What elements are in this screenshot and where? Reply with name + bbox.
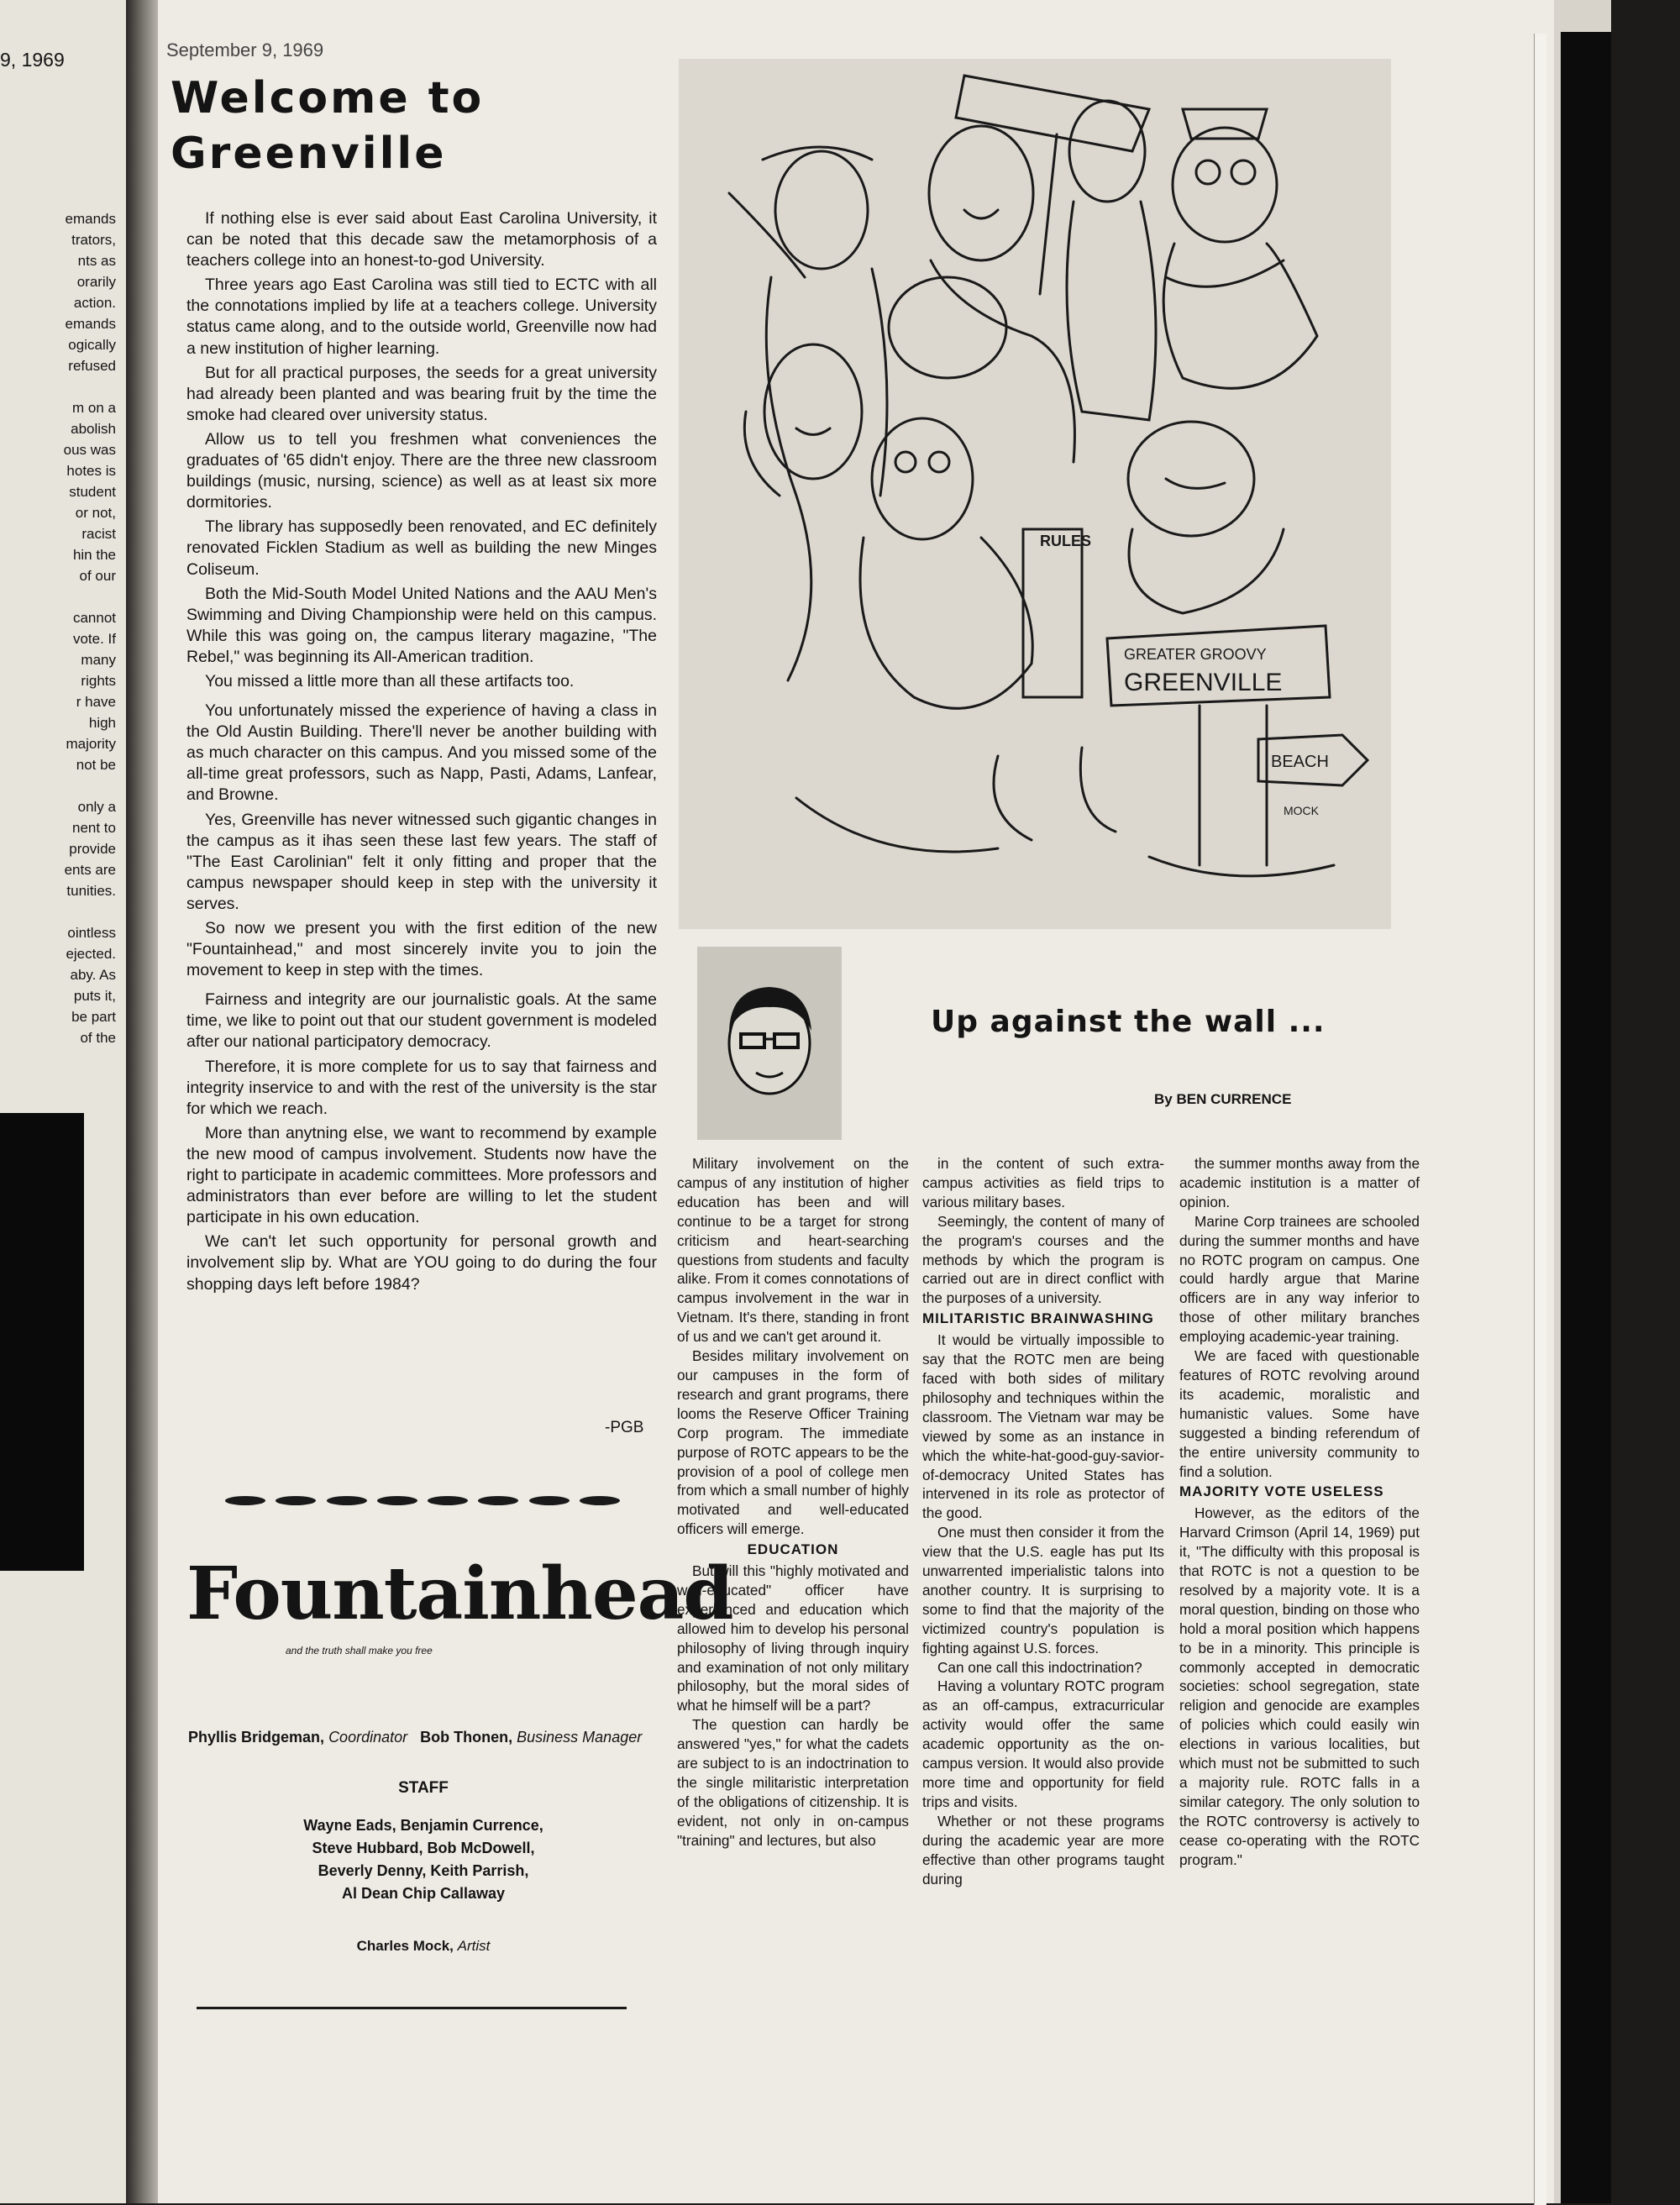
previous-page-line: not be: [76, 757, 116, 773]
paragraph: Yes, Greenville has never witnessed such gigantic changes in the campus as it ihas seen these last few years. The staff of "The East Carolinian" felt it only fitting and proper that the campus newspaper should keep in step with the university it serves.: [186, 810, 657, 913]
previous-page-line: hin the: [72, 547, 116, 563]
paragraph: in the content of such extra-campus activities as field trips to various military bases.: [922, 1155, 1164, 1210]
previous-page-line: ents are: [64, 862, 116, 878]
previous-page-line: action.: [73, 295, 116, 311]
paragraph: Can one call this indoctrination?: [937, 1658, 1142, 1676]
paragraph: We can't let such opportunity for personal growth and involvement slip by. What are YOU going to do during the four shopping days left before 1984?: [186, 1232, 657, 1294]
paragraph: Fairness and integrity are our journalistic goals. At the same time, we like to point out that our student government is modeled after our national participatory democracy.: [186, 990, 657, 1052]
editorial-headline: [171, 71, 484, 181]
previous-page-line: refused: [68, 358, 116, 374]
paragraph: Both the Mid-South Model United Nations and the AAU Men's Swimming and Diving Championship were held on this campus. While this was going on, the campus literary magazine, "The Rebel," was beginning its All-American tradition.: [186, 584, 657, 666]
staff-names-line: Beverly Denny, Keith Parrish,: [318, 1862, 529, 1879]
paragraph: Military involvement on the campus of any institution of higher education has been and will continue to be a target for strong criticism and heart-searching questions from students and faculty alike. From it comes connotations of campus involvement in the war in Vietnam. It's there, standing in front of us and we can't get around it.: [677, 1155, 909, 1346]
paragraph: One must then consider it from the view that the U.S. eagle has put Its unwarrented imperialistic talons into another country. It is surprising to some to find that the majority of the victimized country's population is fighting against U.S. forces.: [922, 1524, 1164, 1656]
previous-page-dark-block: [0, 1113, 84, 1571]
paragraph: Allow us to tell you freshmen what conveniences the graduates of '65 didn't enjoy. There are the three new classroom buildings (music, nursing, science) as well as at least six more dormitories.: [186, 429, 657, 512]
cartoon-sign-line1: GREATER GROOVY: [1124, 646, 1267, 663]
manager-title: Business Manager: [517, 1729, 643, 1746]
editorial-headline-line2: Greenville: [171, 129, 447, 179]
page-gutter-shadow: [126, 0, 158, 2203]
previous-page-line: abolish: [71, 421, 116, 437]
paragraph: Besides military involvement on our campuses in the form of research and grant programs, there looms the Reserve Officer Training Corp program. The immediate purpose of ROTC appears to be the provision of a pool of college men from which a small number of highly motivated and well-educated officers will emerge.: [677, 1347, 909, 1538]
previous-page-line: cannot: [72, 610, 116, 626]
paragraph: The library has supposedly been renovated, and EC definitely renovated Ficklen Stadium as well as building the new Minges Coliseum.: [186, 517, 657, 579]
artist-name: Charles Mock,: [356, 1938, 454, 1954]
previous-page-line: r have: [76, 694, 116, 710]
masthead-bottom-rule: [197, 2007, 627, 2009]
article-column-1: [677, 1154, 909, 1851]
previous-page-line: student: [69, 484, 116, 500]
cartoon-sign-line2: GREENVILLE: [1124, 669, 1283, 696]
paragraph: Marine Corp trainees are schooled during the summer months and have no ROTC program on campus. One could hardly argue that Marine officers are in any way inferior to those of other military branches employing academic-year training.: [1179, 1212, 1420, 1346]
right-page-edge: [1534, 34, 1546, 2205]
previous-page-line: of our: [79, 568, 116, 584]
paragraph: More than anytning else, we want to recommend by example the new mood of campus involvement. Students now have the right to participate in academic committees. More professors and administrators than ever before are willing to let the student participate in his own education.: [186, 1123, 657, 1227]
previous-page-line: emands: [65, 316, 116, 332]
previous-page-line: [0, 901, 116, 922]
staff-names-line: Al Dean Chip Callaway: [341, 1885, 506, 1902]
cartoon-arrow-label: BEACH: [1271, 753, 1329, 771]
masthead-officers: [188, 1729, 659, 1746]
previous-page-line: rights: [81, 673, 116, 689]
paragraph: Having a voluntary ROTC program as an off-campus, extracurricular activity would offer the same academic opportunity as the on-campus version. It would also provide more time and opportunity for field trips and visits.: [922, 1677, 1164, 1810]
previous-page-line: emands: [65, 211, 116, 227]
paragraph: So now we present you with the first edition of the new "Fountainhead," and most sincerely invite you to join the movement to keep in step with the times.: [186, 919, 657, 980]
editorial-signature: -PGB: [605, 1419, 644, 1436]
previous-page-line: ous was: [63, 442, 116, 458]
cartoon-drawing: [679, 59, 1391, 929]
article-column-3: [1179, 1154, 1420, 1870]
issue-date: September 9, 1969: [166, 39, 324, 60]
previous-page-line: puts it,: [73, 988, 116, 1004]
staff-list: [188, 1814, 659, 1905]
previous-page-line: hotes is: [66, 463, 116, 479]
paragraph: We are faced with questionable features of ROTC revolving around its academic, moralistic and humanistic values. Some have suggested a binding referendum of the entire university community to find a solution.: [1179, 1347, 1420, 1480]
paragraph: If nothing else is ever said about East Carolina University, it can be noted that this decade saw the metamorphosis of a teachers college into an honest-to-god University.: [186, 209, 657, 270]
previous-page-line: tunities.: [66, 883, 116, 899]
previous-page-line: orarily: [76, 274, 116, 290]
section-heading-majority-vote: MAJORITY VOTE USELESS: [1179, 1483, 1384, 1500]
paragraph: Seemingly, the content of many of the program's courses and the methods by which the program is carried out are in direct conflict with the purposes of a university.: [922, 1212, 1164, 1307]
previous-page-line: vote. If: [72, 631, 116, 647]
cartoon-signature: MOCK: [1284, 804, 1319, 817]
previous-page-line: nts as: [77, 253, 116, 269]
previous-page-line: be part: [71, 1009, 116, 1025]
previous-page-line: majority: [66, 736, 116, 752]
author-photo: [697, 947, 842, 1140]
manager-name: Bob Thonen,: [420, 1729, 513, 1746]
previous-page-line: [0, 586, 116, 607]
previous-page-line: racist: [81, 526, 116, 542]
staff-names-line: Wayne Eads, Benjamin Currence,: [303, 1817, 543, 1834]
previous-page-line: ejected.: [66, 946, 116, 962]
editorial-cartoon: [679, 59, 1391, 929]
editorial-headline-line1: Welcome to: [171, 73, 485, 123]
right-dark-border: [1561, 32, 1611, 2203]
paragraph: the summer months away from the academic institution is a matter of opinion.: [1179, 1155, 1420, 1210]
paragraph: It would be virtually impossible to say that the ROTC men are being faced with both sides of military philosophy and techniques within the classroom. The Vietnam war may be viewed by some as an instance in which the white-hat-good-guy-savior-of-democracy United States has intervened in its role as protector of the good.: [922, 1331, 1164, 1522]
previous-page-line: aby. As: [70, 967, 116, 983]
paragraph: But will this "highly motivated and well-educated" officer have experienced and education which allowed him to develop his personal philosophy of living through inquiry and examination of not only military philosophy, but the moral sides of what he himself will be a part?: [677, 1562, 909, 1714]
staff-heading: STAFF: [398, 1779, 449, 1797]
artist-credit: [188, 1938, 659, 1955]
masthead-motto: and the truth shall make you free: [286, 1645, 433, 1656]
previous-page-line: provide: [69, 841, 116, 857]
staff-names-line: Steve Hubbard, Bob McDowell,: [312, 1840, 535, 1856]
paragraph: Therefore, it is more complete for us to say that fairness and integrity inservice to and with the rest of the university is the star for which we reach.: [186, 1057, 657, 1118]
paragraph: You unfortunately missed the experience of having a class in the Old Austin Building. There'll never be another building with as much character on this campus. And you missed some of the all-time great professors, such as Napp, Pasti, Adams, Lanfear, and Browne.: [186, 701, 657, 805]
paragraph: Three years ago East Carolina was still tied to ECTC with all the connotations implied by life at a teachers college. University status came along, and to the outside world, Greenville now had a new institution of higher learning.: [186, 276, 657, 358]
article-column-2: [922, 1154, 1164, 1888]
paragraph: You missed a little more than all these artifacts too.: [205, 671, 575, 690]
previous-page-text: [0, 208, 116, 1048]
previous-page-line: only a: [77, 799, 116, 815]
previous-page-line: trators,: [71, 232, 116, 248]
editorial-body: [186, 208, 657, 1299]
previous-page-line: ointless: [67, 925, 116, 941]
previous-page-line: many: [81, 652, 116, 668]
article-headline: Up against the wall ...: [931, 1005, 1326, 1039]
previous-page-line: ogically: [68, 337, 116, 353]
previous-page-edge: [0, 0, 126, 2203]
coordinator-name: Phyllis Bridgeman,: [188, 1729, 325, 1746]
previous-page-line: or not,: [75, 505, 116, 521]
section-heading-brainwashing: MILITARISTIC BRAINWASHING: [922, 1310, 1154, 1327]
previous-page-line: of the: [80, 1030, 116, 1046]
article-byline: By BEN CURRENCE: [1154, 1091, 1292, 1107]
paragraph: Whether or not these programs during the academic year are more effective than other programs taught during: [922, 1812, 1164, 1887]
paragraph: However, as the editors of the Harvard Crimson (April 14, 1969) put it, "The difficulty with this proposal is that ROTC is not a question to be resolved by a majority vote. It is a moral question, binding on those who hold a moral position which happens to be in a minority. This principle is commonly accepted in democratic societies: school segregation, state religion and genocide are examples of policies which could easily win elections in various localities, but which must not be submitted to such a majority rule. ROTC falls in a similar category. The only solution to the ROTC controversy is actively to cease co-operating with the ROTC program.": [1179, 1504, 1420, 1868]
masthead-logo: Fountainhead: [186, 1551, 733, 1636]
coordinator-title: Coordinator: [328, 1729, 408, 1746]
cartoon-scroll-label: RULES: [1040, 533, 1092, 549]
decorative-dash-rule: [225, 1496, 620, 1513]
previous-page-date: 9, 1969: [0, 49, 65, 71]
artist-title: Artist: [457, 1938, 491, 1954]
previous-page-line: m on a: [72, 400, 116, 416]
previous-page-line: nent to: [72, 820, 116, 836]
section-heading-education: EDUCATION: [747, 1541, 839, 1558]
previous-page-line: [0, 376, 116, 397]
previous-page-line: high: [88, 715, 116, 731]
previous-page-line: [0, 775, 116, 796]
paragraph: But for all practical purposes, the seeds for a great university had already been planted and was bearing fruit by the time the smoke had cleared over university status.: [186, 363, 657, 424]
paragraph: The question can hardly be answered "yes," for what the cadets are subject to is an indoctrination to the single militaristic interpretation of the obligations of citizenship. It is evident, not only in on-campus "training" and lectures, but also: [677, 1716, 909, 1849]
